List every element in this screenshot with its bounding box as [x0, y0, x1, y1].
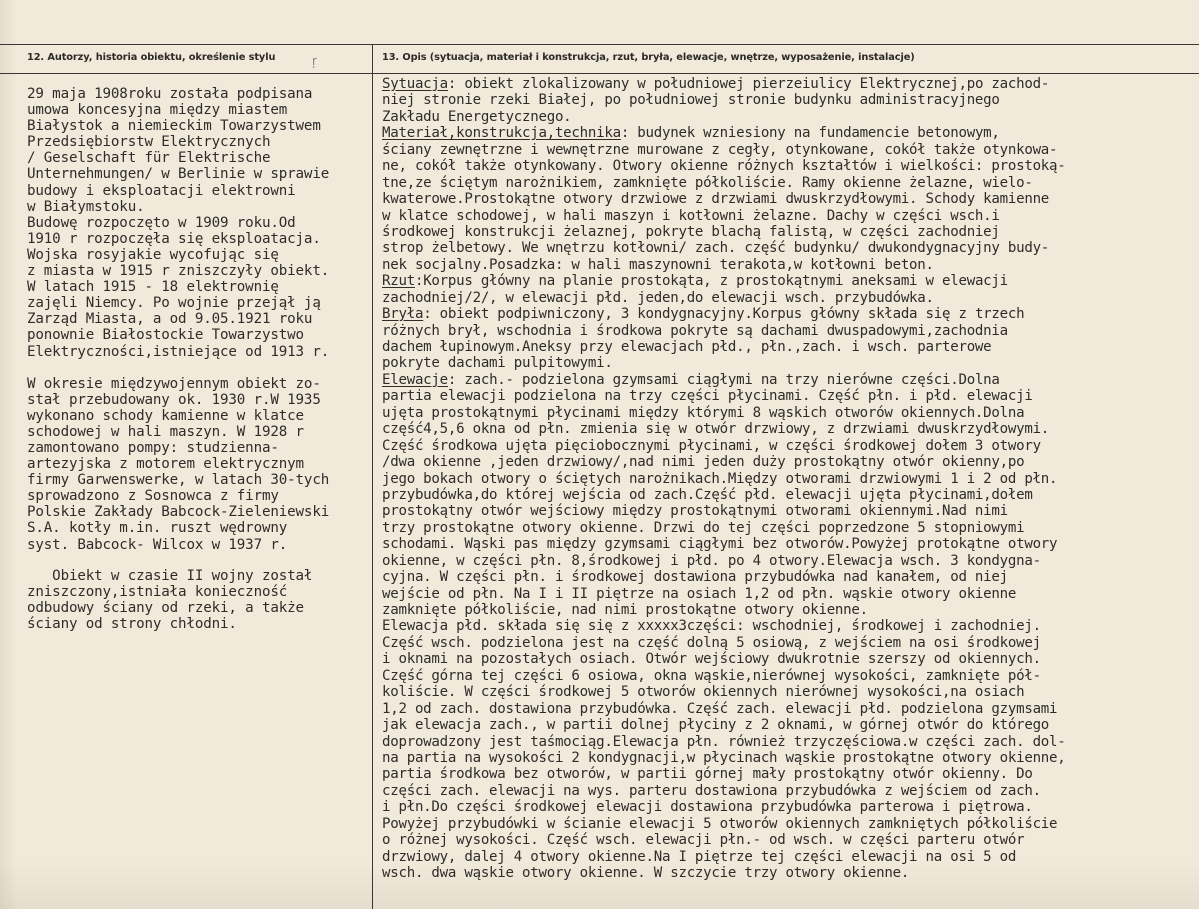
- typed-line: [382, 750, 1066, 766]
- line-text: : budynek wzniesiony na fundamencie betonowym,: [620, 125, 1000, 142]
- line-text: :Korpus główny na planie prostokąta, z prostokątnymi aneksami w elewacji: [414, 273, 1008, 290]
- history-paragraph-2: [27, 376, 329, 553]
- typed-line: [382, 684, 1066, 700]
- line-text: zachodniej/2/, w elewacji płd. jeden,do elewacji wsch. przybudówka.: [382, 289, 934, 306]
- line-text: różnych brył, wschodnia i środkowa pokryte są dachami dwuspadowymi,zachodnia: [382, 322, 1008, 339]
- line-text: kwaterowe.Prostokątne otwory drzwiowe z drzwiami dwuskrzydłowymi. Schody kamienne: [382, 191, 1050, 208]
- line-text: partia elewacji podzielona na trzy części płycinami. Część płn. i płd. elewacji: [382, 388, 1033, 405]
- line-text: jak elewacja zach., w partii dolnej płyciny z 2 oknami, w górnej otwór do którego: [382, 717, 1050, 734]
- typed-line: [382, 240, 1066, 256]
- typed-line: [382, 388, 1066, 404]
- typed-line: [382, 832, 1066, 848]
- paragraph-gap: [27, 553, 329, 568]
- line-text: na partia na wysokości 2 kondygnacji,w płycinach wąskie prostokątne otwory okienne,: [382, 749, 1066, 766]
- line-text: doprowadzony jest taśmociąg.Elewacja płn. również trzyczęściowa.w części zach. dol-: [382, 733, 1066, 750]
- typed-line: [382, 125, 1066, 141]
- line-text: część4,5,6 okna od płn. zmienia się w otwór drzwiowy, z drzwiami dwuskrzydłowymi.: [382, 421, 1050, 438]
- line-text: prostokątny otwór wejściowy między prostokątnymi otworami okiennymi.Nad nimi: [382, 503, 1008, 520]
- paragraph-gap: [27, 360, 329, 376]
- section-label: Elewacje: [382, 371, 448, 388]
- line-text: wsch. dwa wąskie otwory okienne. W szczycie trzy otwory okienne.: [382, 865, 910, 881]
- typed-line: Obiekt w czasie II wojny został: [27, 567, 313, 584]
- typed-line: [382, 865, 1066, 881]
- typed-line: [382, 339, 1066, 355]
- line-text: środkowej konstrukcji żelaznej, pokryte blachą falistą, w części zachodniej: [382, 223, 1000, 240]
- section-label: Sytuacja: [382, 76, 448, 92]
- typed-line: [382, 92, 1066, 108]
- line-text: przybudówka,do której wejścia od zach.Część płd. elewacji ujęta płycinami,dołem: [382, 486, 1033, 503]
- typed-line: ściany od strony chłodni.: [27, 615, 237, 632]
- typed-line: [382, 635, 1066, 651]
- typed-line: [382, 273, 1066, 289]
- line-text: ne, cokół także otynkowany. Otwory okienne różnych kształtów i wielkości: prostoką-: [382, 158, 1066, 175]
- header-rule: [0, 73, 1199, 74]
- line-text: i oknami na pozostałych osiach. Otwór wejściowy dwukrotnie szerszy od okiennych.: [382, 651, 1041, 668]
- line-text: partia środkowa bez otworów, w partii górnej mały prostokątny otwór okienny. Do: [382, 766, 1033, 783]
- line-text: Część środkowa ujęta pięciobocznymi płycinami, w części środkowej dołem 3 otwory: [382, 437, 1041, 454]
- typed-line: [382, 849, 1066, 865]
- typed-line: Białystok a niemieckim Towarzystwem: [27, 118, 321, 135]
- typed-line: [382, 766, 1066, 782]
- typed-line: zniszczony,istniała konieczność: [27, 583, 288, 600]
- typed-line: Polskie Zakłady Babcock-Zieleniewski: [27, 504, 330, 521]
- line-text: koliście. W części środkowej 5 otworów okiennych nierównej wysokości,na osiach: [382, 684, 1025, 701]
- line-text: jego bokach otwory o ściętych narożnikach.Między otworami drzwiowymi 1 i 2 od płn.: [382, 470, 1058, 487]
- typed-line: [382, 158, 1066, 174]
- typed-line: [382, 602, 1066, 618]
- typed-line: [382, 372, 1066, 388]
- section-label: Bryła: [382, 306, 424, 323]
- typed-line: [382, 421, 1066, 437]
- typed-line: [382, 586, 1066, 602]
- typed-line: [382, 536, 1066, 552]
- history-paragraph-1: [27, 86, 329, 360]
- line-text: cyjna. W części płn. i środkowej dostawiona przybudówka nad kanałem, od niej: [382, 569, 1008, 586]
- section-label: Rzut: [382, 273, 415, 290]
- typed-line: [382, 651, 1066, 667]
- line-text: strop żelbetowy. We wnętrzu kotłowni/ zach. część budynku/ dwukondygnacyjny budy-: [382, 240, 1050, 257]
- typed-line: [382, 569, 1066, 585]
- top-rule: [0, 44, 1199, 45]
- typed-line: [382, 355, 1066, 371]
- typed-line: budowy i eksploatacji elektrowni: [27, 182, 296, 199]
- column-divider: [372, 44, 373, 909]
- typed-line: [382, 783, 1066, 799]
- line-text: Część wsch. podzielona jest na część dolną 5 osiową, z wejściem na osi środkowej: [382, 634, 1041, 651]
- typed-line: [382, 224, 1066, 240]
- typed-line: [382, 471, 1066, 487]
- typed-line: zajęli Niemcy. Po wojnie przejął ją: [27, 295, 321, 312]
- typed-line: [382, 306, 1066, 322]
- typed-line: [382, 438, 1066, 454]
- line-text: w klatce schodowej, w hali maszyn i kotłowni żelazne. Dachy w części wsch.i: [382, 207, 1000, 224]
- description-column: [382, 76, 1066, 881]
- line-text: i płn.Do części środkowej elewacji dostawiona przybudówka parterowa i piętrowa.: [382, 799, 1033, 816]
- typed-line: / Geselschaft für Elektrische: [27, 150, 271, 167]
- line-text: : zach.- podzielona gzymsami ciągłymi na trzy nierówne części.Dolna: [447, 371, 1000, 388]
- typed-line: [382, 323, 1066, 339]
- line-text: trzy prostokątne otwory okienne. Drzwi do tej części poprzedzone 5 stopniowymi: [382, 519, 1025, 536]
- line-text: : obiekt zlokalizowany w południowej pierzeiulicy Elektrycznej,po zachod-: [447, 76, 1050, 92]
- section-label: Materiał,konstrukcja,technika: [382, 125, 621, 142]
- typed-line: stał przebudowany ok. 1930 r.W 1935: [27, 391, 321, 408]
- typed-line: W okresie międzywojennym obiekt zo-: [27, 375, 321, 392]
- typed-line: 29 maja 1908roku została podpisana: [27, 86, 313, 102]
- line-text: /dwa okienne ,jeden drzwiowy/,nad nimi jeden duży prostokątny otwór okienny,po: [382, 454, 1025, 471]
- typed-line: [382, 76, 1066, 92]
- line-text: schodami. Wąski pas między gzymsami ciągłymi bez otworów.Powyżej protokątne otwory: [382, 536, 1058, 553]
- typed-line: Przedsiębiorstw Elektrycznych: [27, 134, 271, 151]
- typed-line: [382, 668, 1066, 684]
- typed-line: syst. Babcock- Wilcox w 1937 r.: [27, 536, 288, 553]
- margin-mark: ŗ: [312, 54, 317, 68]
- typed-line: Unternehmungen/ w Berlinie w sprawie: [27, 166, 330, 183]
- typed-line: [382, 191, 1066, 207]
- typed-line: [382, 109, 1066, 125]
- line-text: pokryte dachami pulpitowymi.: [382, 355, 613, 372]
- line-text: zamknięte półkoliście, nad nimi prostokątne otwory okienne.: [382, 602, 868, 618]
- line-text: dachem łupinowym.Aneksy przy elewacjach płd., płn.,zach. i wsch. parterowe: [382, 339, 992, 355]
- typed-line: [382, 816, 1066, 832]
- line-text: Elewacja płd. składa się się z xxxxx3części: wschodniej, środkowej i zachodniej.: [382, 618, 1041, 635]
- line-text: Powyżej przybudówki w ścianie elewacji 5 otworów okiennych zamkniętych półkoliście: [382, 815, 1058, 832]
- typed-line: [382, 799, 1066, 815]
- line-text: 1,2 od zach. dostawiona przybudówka. Część zach. elewacji płd. podzielona gzymsami: [382, 700, 1058, 717]
- typed-line: [382, 175, 1066, 191]
- line-text: ściany zewnętrzne i wewnętrzne murowane z cegły, otynkowane, cokół także otynkowa-: [382, 141, 1058, 158]
- typed-line: [382, 257, 1066, 273]
- line-text: wejście od płn. Na I i II piętrze na osiach 1,2 od płn. wąskie otwory okienne: [382, 585, 1017, 602]
- right-column-header: 13. Opis (sytuacja, materiał i konstrukcja, rzut, bryła, elewacje, wnętrze, wyposażenie, instalacje): [382, 52, 915, 63]
- typed-line: schodowej w hali maszyn. W 1928 r: [27, 423, 304, 440]
- line-text: niej stronie rzeki Białej, po południowej stronie budynku administracyjnego: [382, 92, 1000, 109]
- line-text: tne,ze ściętym narożnikiem, zamknięte półkoliście. Ramy okienne żelazne, wielo-: [382, 174, 1033, 191]
- typed-line: [382, 734, 1066, 750]
- typed-line: [382, 618, 1066, 634]
- line-text: okienne, w części płn. 8,środkowej i płd. po 4 otwory.Elewacja wsch. 3 kondygna-: [382, 552, 1041, 569]
- typed-line: [382, 405, 1066, 421]
- typed-line: Budowę rozpoczęto w 1909 roku.Od: [27, 214, 296, 231]
- typed-line: W latach 1915 - 18 elektrownię: [27, 279, 279, 296]
- line-text: Zakładu Energetycznego.: [382, 108, 572, 125]
- typed-line: [382, 503, 1066, 519]
- typed-line: [382, 717, 1066, 733]
- typed-line: [382, 701, 1066, 717]
- typed-line: Wojska rosyjakie wycofując się: [27, 246, 279, 263]
- typed-line: zamontowano pompy: studzienna-: [27, 439, 279, 456]
- typed-line: ponownie Białostockie Towarzystwo: [27, 327, 304, 344]
- line-text: : obiekt podpiwniczony, 3 kondygnacyjny.Korpus główny składa się z trzech: [423, 306, 1025, 323]
- line-text: drzwiowy, dalej 4 otwory okienne.Na I piętrze tej części elewacji na osi 5 od: [382, 848, 1017, 865]
- typed-line: w Białymstoku.: [27, 198, 145, 215]
- typed-line: z miasta w 1915 r zniszczyły obiekt.: [27, 263, 330, 280]
- typed-line: [382, 487, 1066, 503]
- typed-line: firmy Garwenswerke, w latach 30-tych: [27, 472, 330, 489]
- typed-line: [382, 208, 1066, 224]
- line-text: części zach. elewacji na wys. parteru dostawiona przybudówka z wejściem od zach.: [382, 782, 1041, 799]
- typed-line: [382, 290, 1066, 306]
- typed-line: [382, 553, 1066, 569]
- typed-line: [382, 520, 1066, 536]
- left-column-header: 12. Autorzy, historia obiektu, określenie stylu: [27, 52, 276, 63]
- typed-line: Elektryczności,istniejące od 1913 r.: [27, 343, 330, 360]
- history-paragraph-3: [27, 568, 329, 632]
- typed-line: S.A. kotły m.in. ruszt wędrowny: [27, 520, 288, 537]
- line-text: nek socjalny.Posadzka: w hali maszynowni terakota,w kotłowni beton.: [382, 256, 934, 273]
- line-text: Część górna tej części 6 osiowa, okna wąskie,nierównej wysokości, zamknięte pół-: [382, 667, 1041, 684]
- typed-line: artezyjska z motorem elektrycznym: [27, 456, 304, 473]
- typed-line: wykonano schody kamienne w klatce: [27, 407, 304, 424]
- typed-line: [382, 142, 1066, 158]
- history-column: [27, 86, 329, 632]
- line-text: o różnej wysokości. Część wsch. elewacji płn.- od wsch. w części parteru otwór: [382, 832, 1025, 849]
- typed-line: Zarząd Miasta, a od 9.05.1921 roku: [27, 311, 313, 328]
- typed-line: sprowadzono z Sosnowca z firmy: [27, 488, 279, 505]
- typed-line: 1910 r rozpoczęła się eksploatacja.: [27, 230, 321, 247]
- line-text: ujęta prostokątnymi płycinami między którymi 8 wąskich otworów okiennych.Dolna: [382, 404, 1025, 421]
- typed-line: umowa koncesyjna między miastem: [27, 102, 288, 119]
- typed-line: odbudowy ściany od rzeki, a także: [27, 599, 304, 616]
- typed-line: [382, 454, 1066, 470]
